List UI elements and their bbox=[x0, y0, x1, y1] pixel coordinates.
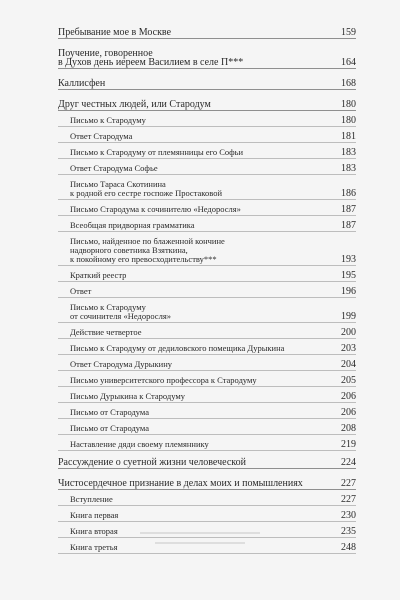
toc-subentry bbox=[58, 511, 356, 522]
toc-entry-page: 204 bbox=[341, 359, 356, 370]
toc-entry-title: Каллисфен bbox=[58, 78, 106, 89]
toc-entry-title: Рассуждение о суетной жизни человеческой bbox=[58, 457, 246, 468]
toc-entry-page: 208 bbox=[341, 423, 356, 434]
toc-entry-title bbox=[70, 237, 338, 264]
toc-subentry bbox=[58, 495, 356, 506]
toc-entry-title: Друг честных людей, или Стародум bbox=[58, 99, 211, 110]
toc-entry-page: 180 bbox=[341, 115, 356, 126]
toc-entry-page: 227 bbox=[341, 478, 356, 489]
toc-entry-page: 180 bbox=[341, 99, 356, 110]
toc-entry-page: 248 bbox=[341, 542, 356, 553]
toc-entry-page: 200 bbox=[341, 327, 356, 338]
toc-entry-title: Книга третья bbox=[70, 542, 118, 552]
toc-entry-title: Книга первая bbox=[70, 510, 119, 520]
toc-entry bbox=[58, 479, 356, 490]
toc-entry-title bbox=[70, 180, 338, 198]
toc-subentry bbox=[58, 116, 356, 127]
toc-subentry bbox=[58, 205, 356, 216]
toc-entry-page: 187 bbox=[341, 204, 356, 215]
toc-entry-title bbox=[70, 303, 338, 321]
toc-subentry bbox=[58, 392, 356, 403]
toc-subentry bbox=[58, 303, 356, 323]
toc-entry-title: Книга вторая bbox=[70, 526, 118, 536]
toc-entry-page: 219 bbox=[341, 439, 356, 450]
toc-entry-page: 195 bbox=[341, 270, 356, 281]
toc-entry-title: Письмо к Стародуму bbox=[70, 115, 146, 125]
toc-entry bbox=[58, 28, 356, 39]
toc-entry-title-line: Письмо, найденное по блаженной кончине bbox=[70, 236, 225, 246]
toc-entry-page: 183 bbox=[341, 163, 356, 174]
toc-entry-title: Пребывание мое в Москве bbox=[58, 27, 172, 38]
toc-entry bbox=[58, 79, 356, 90]
toc-entry-page: 224 bbox=[341, 457, 356, 468]
toc-entry-page: 164 bbox=[341, 57, 356, 68]
toc-entry-title-line: к покойному его превосходительству*** bbox=[70, 254, 217, 264]
toc-entry-page: 227 bbox=[341, 494, 356, 505]
toc-entry-title: Письмо Дурыкина к Стародуму bbox=[70, 391, 185, 401]
toc-entry-title-line: к родной его сестре госпоже Простаковой bbox=[70, 188, 222, 198]
toc-entry-title: Письмо Стародума к сочинителю «Недоросля» bbox=[70, 204, 241, 214]
toc-subentry bbox=[58, 221, 356, 232]
toc-subentry bbox=[58, 424, 356, 435]
toc-entry-page: 183 bbox=[341, 147, 356, 158]
toc-subentry bbox=[58, 271, 356, 282]
toc-entry-title-line: Письмо Тараса Скотинина bbox=[70, 179, 166, 189]
toc-entry-title: Ответ bbox=[70, 286, 92, 296]
toc-subentry bbox=[58, 148, 356, 159]
toc-entry-page: 203 bbox=[341, 343, 356, 354]
toc-entry-page: 230 bbox=[341, 510, 356, 521]
toc-entry bbox=[58, 100, 356, 111]
toc-entry-title: Наставление дяди своему племяннику bbox=[70, 439, 209, 449]
toc-subentry bbox=[58, 164, 356, 175]
toc-subentry bbox=[58, 344, 356, 355]
toc-entry-title: Действие четвертое bbox=[70, 327, 142, 337]
toc-entry-title: Письмо от Стародума bbox=[70, 423, 150, 433]
bleed-through-mark bbox=[140, 532, 260, 534]
toc-entry bbox=[58, 458, 356, 469]
toc-entry-title: Письмо к Стародуму от дедиловского помещика Дурыкина bbox=[70, 343, 285, 353]
toc-entry-title-line: Поучение, говоренное bbox=[58, 48, 153, 59]
toc-entry-page: 159 bbox=[341, 27, 356, 38]
toc-entry-page: 186 bbox=[341, 188, 356, 199]
toc-subentry bbox=[58, 360, 356, 371]
toc-entry-page: 181 bbox=[341, 131, 356, 142]
toc-subentry bbox=[58, 237, 356, 266]
toc-entry-page: 168 bbox=[341, 78, 356, 89]
toc-entry-title: Письмо к Стародуму от племянницы его Софьи bbox=[70, 147, 244, 157]
toc-subentry bbox=[58, 132, 356, 143]
toc-entry-page: 235 bbox=[341, 526, 356, 537]
toc-entry-page: 187 bbox=[341, 220, 356, 231]
toc-entry-title: Всеобщая придворная грамматика bbox=[70, 220, 195, 230]
bleed-through-mark bbox=[155, 542, 245, 544]
toc-entry-title: Краткий реестр bbox=[70, 270, 127, 280]
toc-entry-page: 193 bbox=[341, 254, 356, 265]
toc-entry-title: Письмо от Стародума bbox=[70, 407, 150, 417]
toc-entry-title: Ответ Стародума Софье bbox=[70, 163, 158, 173]
toc-entry-page: 205 bbox=[341, 375, 356, 386]
toc-subentry bbox=[58, 408, 356, 419]
toc-entry-title: Чистосердечное признание в делах моих и помышлениях bbox=[58, 478, 303, 489]
toc-entry-page: 196 bbox=[341, 286, 356, 297]
toc-subentry bbox=[58, 287, 356, 298]
toc-entry-title bbox=[58, 49, 338, 67]
toc-subentry bbox=[58, 180, 356, 200]
toc-entry-page: 206 bbox=[341, 391, 356, 402]
toc-entry-title-line: надворного советника Взяткина, bbox=[70, 245, 188, 255]
toc-entry-page: 199 bbox=[341, 311, 356, 322]
toc-entry-title-line: Письмо к Стародуму bbox=[70, 302, 146, 312]
toc-subentry bbox=[58, 440, 356, 451]
toc-entry-title: Письмо университетского профессора к Стародуму bbox=[70, 375, 257, 385]
toc-entry-title: Ответ Стародума bbox=[70, 131, 133, 141]
toc-entry-page: 206 bbox=[341, 407, 356, 418]
toc-subentry bbox=[58, 543, 356, 554]
table-of-contents bbox=[58, 28, 356, 554]
toc-entry bbox=[58, 49, 356, 69]
toc-entry-title-line: от сочинителя «Недоросля» bbox=[70, 311, 171, 321]
toc-entry-title: Вступление bbox=[70, 494, 113, 504]
toc-subentry bbox=[58, 328, 356, 339]
toc-entry-title: Ответ Стародума Дурыкину bbox=[70, 359, 172, 369]
toc-subentry bbox=[58, 376, 356, 387]
toc-entry-title-line: в Духов день иереем Василием в селе П*** bbox=[58, 57, 244, 68]
